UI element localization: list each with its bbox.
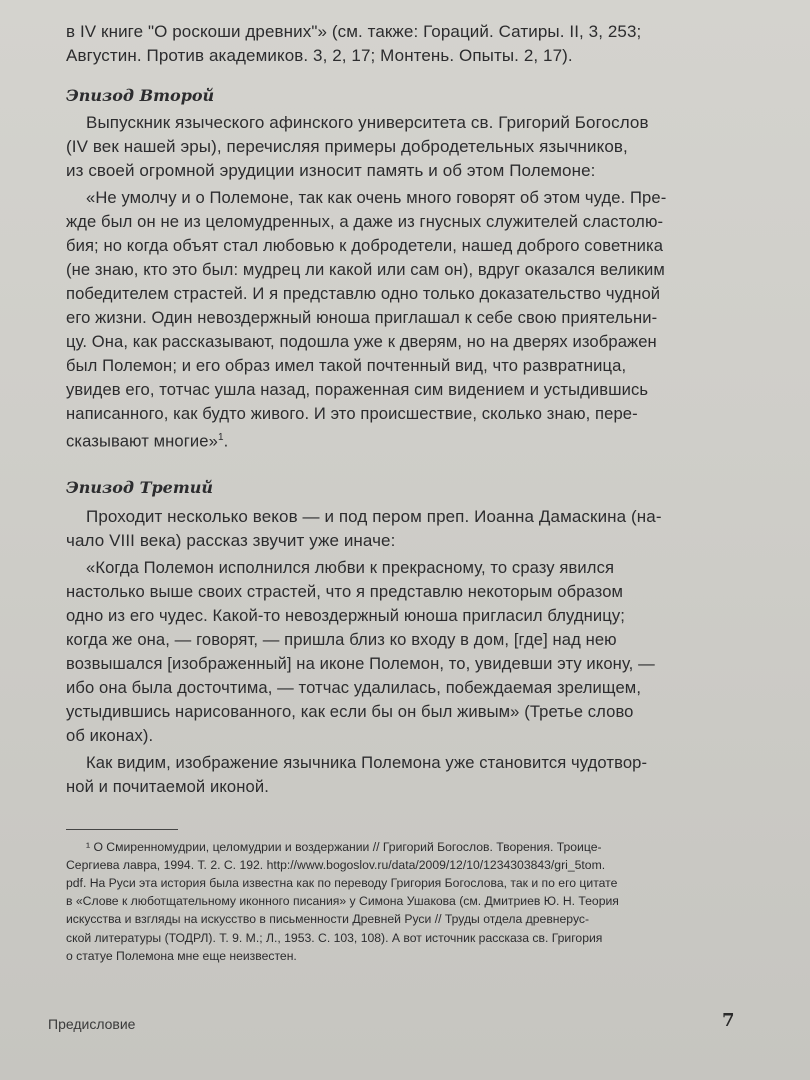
footnote: [66, 838, 724, 965]
footnote-divider: [66, 829, 178, 830]
text-line: цу. Она, как рассказывают, подошла уже к дверям, но на дверях изображен: [66, 332, 657, 351]
text-line: в IV книге "О роскоши древних"» (см. также: Гораций. Сатиры. II, 3, 253;: [66, 22, 642, 41]
text-line: был Полемон; и его образ имел такой почтенный вид, что развратница,: [66, 356, 627, 375]
episode-three-paragraph: [66, 505, 724, 553]
text-line: настолько выше своих страстей, что я представлю некоторым образом: [66, 581, 624, 601]
text-line: Августин. Против академиков. 3, 2, 17; Монтень. Опыты. 2, 17).: [66, 46, 573, 65]
text-line: возвышался [изображенный] на иконе Полемон, то, увидевши эту икону, —: [66, 653, 655, 673]
footnote-line: ¹ О Смиренномудрии, целомудрии и воздержании // Григорий Богослов. Творения. Троице-: [86, 839, 602, 854]
text-line: «Не умолчу и о Полемоне, так как очень много говорят об этом чуде. Пре-: [86, 188, 667, 207]
footnote-line: искусства и взгляды на искусство в письменности Древней Руси // Труды отдела древнерус-: [66, 912, 590, 927]
intro-paragraph: [66, 20, 724, 68]
text-line: (IV век нашей эры), перечисляя примеры добродетельных язычников,: [66, 137, 628, 156]
footnote-line: pdf. На Руси эта история была известна как по переводу Григория Богослова, так и по его цитате: [66, 875, 618, 890]
text-line: сказывают многие»$^1$.: [66, 431, 229, 451]
running-footer-section: Предисловие: [48, 1016, 136, 1032]
page-number: 7: [722, 1010, 735, 1031]
text-line: ной и почитаемой иконой.: [66, 776, 269, 796]
text-line: «Когда Полемон исполнился любви к прекрасному, то сразу явился: [86, 557, 615, 577]
episode-three-quote: [66, 556, 724, 748]
text-line: написанного, как будто живого. И это происшествие, сколько знаю, пере-: [66, 404, 638, 423]
text-line: Выпускник языческого афинского университета св. Григорий Богослов: [86, 113, 649, 132]
footnote-line: Сергиева лавра, 1994. Т. 2. С. 192. http://www.bogoslov.ru/data/2009/12/10/1234303843/gri_5tom.: [66, 857, 606, 872]
text-line: его жизни. Один невоздержный юноша приглашал к себе свою приятельни-: [66, 308, 658, 327]
footnote-reference[interactable]: 1: [217, 432, 224, 443]
episode-three-heading: Эпизод Третий: [66, 477, 214, 497]
text-line: бия; но когда объят стал любовью к добродетели, нашед доброго советника: [66, 236, 664, 255]
text-line: (не знаю, кто это был: мудрец ли какой или сам он), вдруг оказался великим: [66, 260, 665, 279]
footnote-line: ской литературы (ТОДРЛ). Т. 9. М.; Л., 1953. С. 103, 108). А вот источник рассказа св. Григория: [66, 930, 603, 945]
footnote-line: в «Слове к люботщательному иконного писания» у Симона Ушакова (см. Дмитриев Ю. Н. Теория: [66, 894, 619, 909]
footnote-line: о статуе Полемона мне еще неизвестен.: [66, 948, 297, 963]
text-line: из своей огромной эрудиции износит память и об этом Полемоне:: [66, 161, 596, 180]
text-line: чало VIII века) рассказ звучит уже иначе:: [66, 530, 396, 550]
text-line: одно из его чудес. Какой-то невоздержный юноша пригласил блудницу;: [66, 605, 625, 625]
episode-two-quote: [66, 186, 724, 454]
text-line: ибо она была досточтима, — тотчас удалилась, побеждаемая зрелищем,: [66, 677, 642, 697]
text-line: увидев его, тотчас ушла назад, пораженная сим видением и устыдившись: [66, 380, 649, 399]
text-line: когда же она, — говорят, — пришла близ ко входу в дом, [где] над нею: [66, 629, 617, 649]
text-line: об иконах).: [66, 725, 154, 745]
text-line: жде был он не из целомудренных, а даже из гнусных служителей сластолю-: [66, 212, 664, 231]
text-line: устыдившись нарисованного, как если бы он был живым» (Третье слово: [66, 701, 634, 721]
episode-two-paragraph: [66, 111, 724, 183]
conclusion-paragraph: [66, 751, 724, 799]
text-line: победителем страстей. И я представлю одно только доказательство чудной: [66, 284, 661, 303]
text-line: Как видим, изображение язычника Полемона уже становится чудотвор-: [86, 752, 648, 772]
quote-end-text: сказывают многие»: [66, 431, 218, 451]
text-line: Проходит несколько веков — и под пером преп. Иоанна Дамаскина (на-: [86, 506, 662, 526]
episode-two-heading: Эпизод Второй: [66, 86, 215, 105]
